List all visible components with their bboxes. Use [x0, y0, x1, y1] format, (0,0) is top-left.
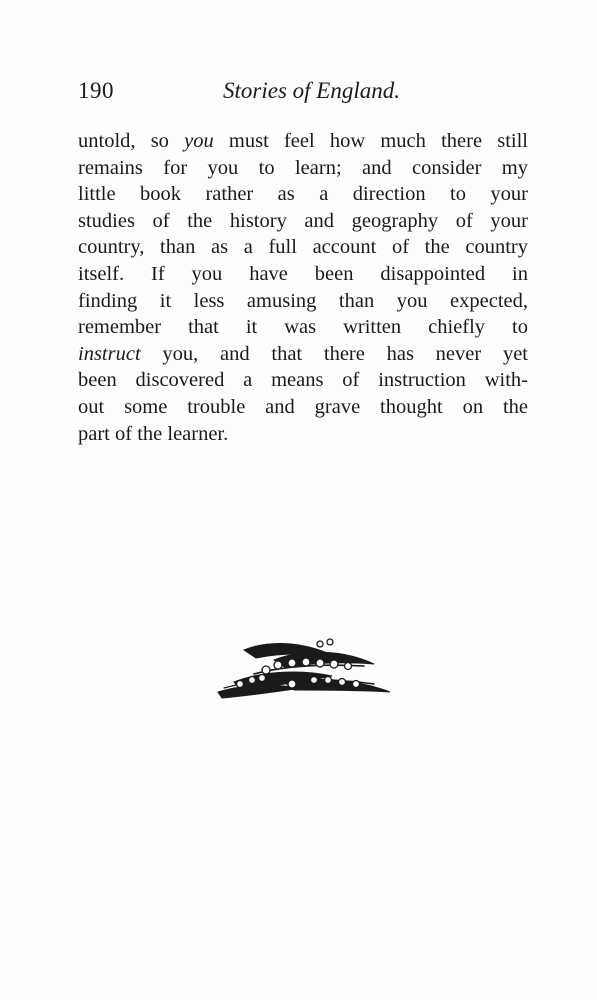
running-head	[78, 78, 528, 110]
text-line: country, than as a full account of the country	[78, 236, 528, 259]
text-line: remains for you to learn; and consider my	[78, 156, 528, 179]
text-line: little book rather as a direction to your	[78, 183, 528, 206]
text-line: finding it less amusing than you expected,	[78, 289, 528, 312]
text-line: remember that it was written chiefly to	[78, 316, 528, 339]
text-line: instruct you, and that there has never yet	[78, 342, 528, 365]
text-line: untold, so you must feel how much there still	[78, 130, 529, 152]
page-number: 190	[78, 78, 114, 103]
book-title: Stories of England.	[223, 78, 400, 103]
lily-of-the-valley-sprig-icon	[214, 630, 390, 706]
text-line: itself. If you have been disappointed in	[78, 262, 528, 285]
text-line: part of the learner.	[78, 422, 229, 445]
text-line: studies of the history and geography of your	[78, 209, 528, 232]
body-paragraph	[78, 128, 528, 447]
text-line: been discovered a means of instruction with-	[78, 369, 528, 392]
text-line: out some trouble and grave thought on the	[78, 395, 528, 418]
